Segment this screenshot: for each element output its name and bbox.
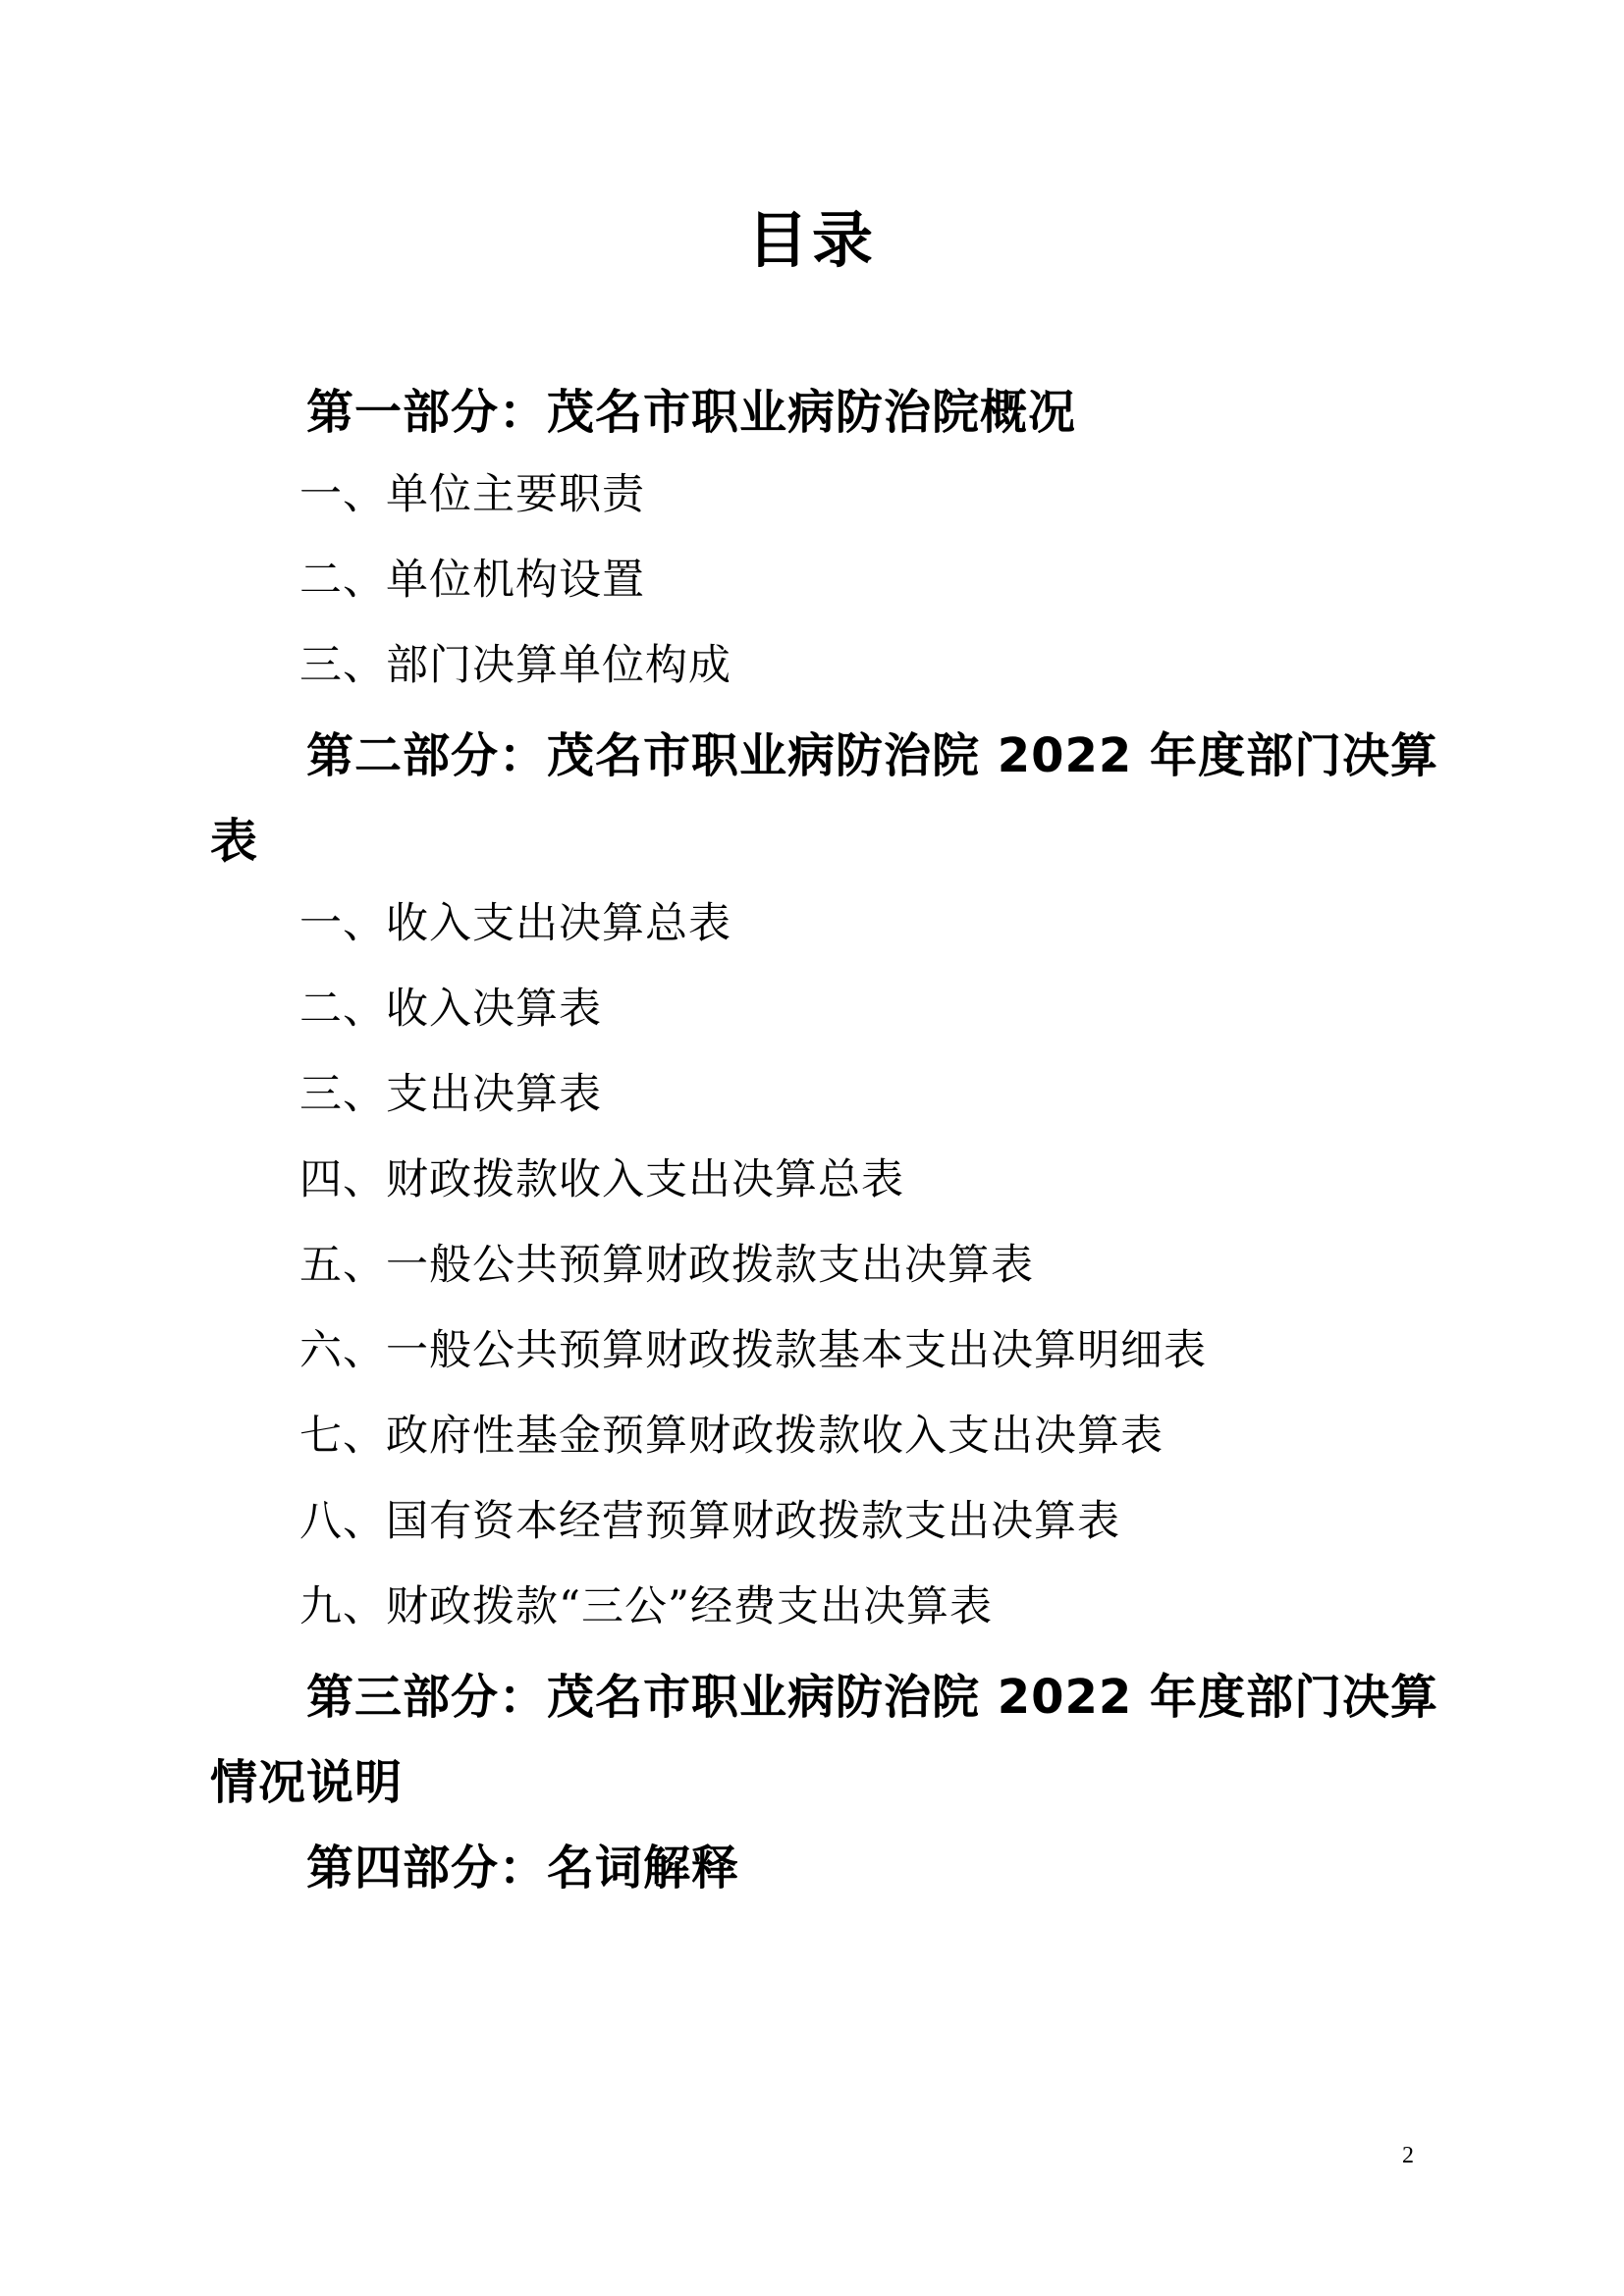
toc-part2-heading-line1[interactable]: 第二部分：茂名市职业病防治院 2022 年度部门决算 — [306, 728, 1439, 783]
toc-part3-heading-line1[interactable]: 第三部分：茂名市职业病防治院 2022 年度部门决算 — [306, 1670, 1439, 1725]
toc-part4-heading[interactable]: 第四部分：名词解释 — [306, 1841, 740, 1896]
toc-part2-item[interactable]: 六、一般公共预算财政拨款基本支出决算明细表 — [299, 1326, 1207, 1375]
toc-part3-heading-line2[interactable]: 情况说明 — [210, 1755, 404, 1810]
page-number: 2 — [1402, 2143, 1414, 2168]
toc-part2-item[interactable]: 八、国有资本经营预算财政拨款支出决算表 — [299, 1497, 1120, 1546]
toc-part2-item[interactable]: 四、财政拨款收入支出决算总表 — [299, 1155, 904, 1204]
toc-part2-item[interactable]: 五、一般公共预算财政拨款支出决算表 — [299, 1241, 1034, 1290]
toc-part1-item[interactable]: 一、单位主要职责 — [299, 470, 645, 519]
toc-part2-item[interactable]: 三、支出决算表 — [299, 1070, 602, 1119]
toc-part2-item[interactable]: 二、收入决算表 — [299, 985, 602, 1034]
toc-part2-heading-line2[interactable]: 表 — [210, 814, 259, 869]
toc-part1-heading[interactable]: 第一部分：茂名市职业病防治院概况 — [306, 385, 1077, 440]
toc-part1-item[interactable]: 二、单位机构设置 — [299, 556, 645, 605]
toc-part2-item[interactable]: 一、收入支出决算总表 — [299, 899, 731, 948]
page-title: 目录 — [746, 204, 877, 276]
toc-part2-item[interactable]: 九、财政拨款“三公”经费支出决算表 — [299, 1582, 993, 1631]
toc-part2-item[interactable]: 七、政府性基金预算财政拨款收入支出决算表 — [299, 1412, 1164, 1461]
toc-part1-item[interactable]: 三、部门决算单位构成 — [299, 641, 731, 690]
